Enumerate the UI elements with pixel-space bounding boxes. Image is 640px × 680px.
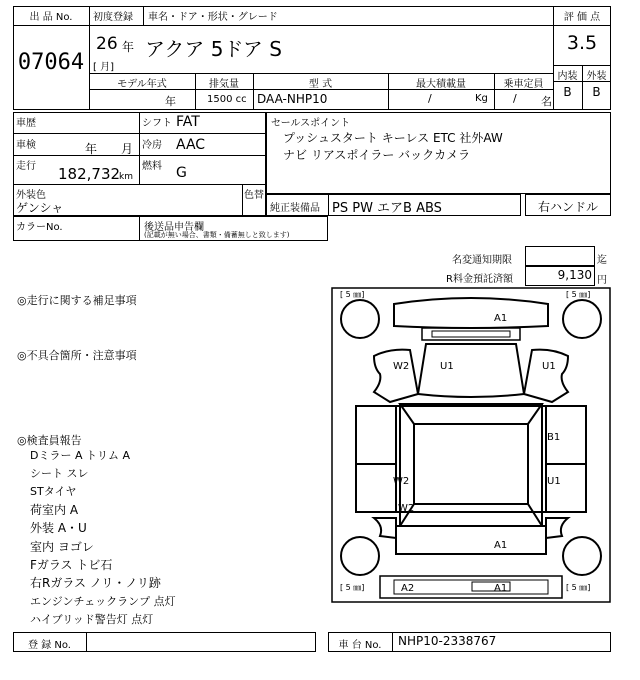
grade-label: 評 価 点 bbox=[563, 12, 601, 23]
name-change-box bbox=[525, 246, 595, 266]
interior-grade: B bbox=[563, 85, 572, 99]
name-change-label: 名変通知期限 bbox=[452, 255, 512, 266]
inspector-line: STタイヤ bbox=[30, 485, 77, 498]
sales-point-line-1: プッシュスタート キーレス ETC 社外AW bbox=[283, 131, 503, 145]
rear-gate bbox=[396, 526, 546, 554]
name-change-suffix: 迄 bbox=[597, 255, 607, 266]
divider bbox=[392, 632, 393, 652]
overall-grade: 3.5 bbox=[566, 32, 598, 54]
color-no-label: カラーNo. bbox=[16, 222, 63, 233]
defects-label: ◎不具合箇所・注意事項 bbox=[17, 349, 137, 362]
car-body-diagram bbox=[330, 286, 612, 604]
tire-depth-front-left: [ 5 ㎜] bbox=[340, 290, 365, 299]
divider bbox=[553, 25, 611, 26]
inspection-month: 月 bbox=[121, 142, 134, 156]
driving-notes-label: ◎走行に関する補足事項 bbox=[17, 294, 137, 307]
model-year-label: モデル年式 bbox=[117, 79, 167, 90]
exterior-grade-label: 外装 bbox=[586, 71, 607, 82]
front-grille-inner bbox=[432, 331, 510, 337]
tire-front-right bbox=[563, 300, 601, 338]
tire-depth-front-right: [ 5 ㎜] bbox=[566, 290, 591, 299]
tire-rear-right bbox=[563, 537, 601, 575]
divider bbox=[13, 25, 89, 26]
mark-rear-gate: A1 bbox=[494, 540, 508, 551]
inspector-line: 右Rガラス ノリ・ノリ跡 bbox=[30, 576, 161, 590]
divider bbox=[139, 112, 140, 184]
inspector-line: 荷室内 A bbox=[30, 503, 79, 517]
tire-depth-rear-right: [ 5 ㎜] bbox=[566, 583, 591, 592]
post-doc-label: 後送品申告欄 bbox=[144, 222, 204, 233]
first-registration-label: 初度登録 bbox=[93, 12, 133, 23]
mark-rear-bumper-left: A2 bbox=[401, 583, 415, 594]
inspection-label: 車検 bbox=[16, 140, 36, 151]
left-front-door bbox=[356, 406, 396, 464]
car-name: アクア 5ドア S bbox=[145, 37, 282, 61]
month-bracket: [ 月] bbox=[93, 62, 114, 73]
divider bbox=[89, 6, 90, 110]
year-unit: 年 bbox=[122, 40, 135, 54]
divider bbox=[242, 184, 243, 216]
ac-value: AAC bbox=[176, 137, 206, 153]
fuel-value: G bbox=[176, 165, 187, 181]
fuel-label: 燃料 bbox=[142, 161, 162, 172]
mileage-value: 182,732 bbox=[58, 165, 121, 183]
tire-front-left bbox=[341, 300, 379, 338]
shift-value: FAT bbox=[176, 114, 200, 130]
mark-right-rear-door: U1 bbox=[547, 476, 561, 487]
tire-rear-left bbox=[341, 537, 379, 575]
roof bbox=[414, 424, 528, 504]
capacity-unit: 名 bbox=[541, 95, 552, 108]
mark-left-front-fender: W2 bbox=[393, 361, 410, 372]
divider bbox=[89, 25, 553, 26]
mileage-unit: km bbox=[119, 172, 133, 182]
capacity-slash: / bbox=[513, 92, 517, 105]
rear-window bbox=[400, 504, 542, 526]
type-value: DAA-NHP10 bbox=[257, 92, 328, 106]
recycle-suffix: 円 bbox=[597, 275, 607, 286]
divider bbox=[139, 216, 140, 241]
type-label: 型 式 bbox=[308, 79, 333, 90]
divider bbox=[13, 184, 266, 185]
car-name-label: 車名・ドア・形状・グレード bbox=[148, 12, 278, 23]
displacement-label: 排気量 bbox=[209, 79, 239, 90]
inspector-report-label: ◎検査員報告 bbox=[17, 434, 82, 447]
left-front-fender bbox=[374, 350, 418, 402]
right-rear-door bbox=[546, 464, 586, 512]
mark-left-rear-door: W2 bbox=[393, 476, 410, 487]
max-load-slash: / bbox=[428, 92, 432, 105]
mark-right-front-door: B1 bbox=[547, 432, 561, 443]
ext-color-label: 外装色 bbox=[16, 190, 46, 201]
inspector-line: 外装 A・U bbox=[30, 521, 87, 535]
recycle-label: R料金預託済額 bbox=[446, 274, 513, 285]
inspector-line: ハイブリッド警告灯 点灯 bbox=[30, 613, 154, 626]
first-registration-year: 26 bbox=[96, 34, 118, 54]
divider bbox=[328, 194, 329, 216]
right-rear-quarter bbox=[546, 518, 568, 538]
color-change-label: 色替 bbox=[244, 190, 264, 201]
max-load-unit: Kg bbox=[475, 93, 488, 104]
ext-color-value: ゲンシャ bbox=[16, 201, 64, 215]
chassis-number: NHP10-2338767 bbox=[398, 634, 497, 648]
displacement-value: 1500 cc bbox=[207, 94, 247, 105]
lot-number: 07064 bbox=[17, 50, 85, 75]
chassis-label: 車 台 No. bbox=[338, 640, 382, 651]
divider bbox=[89, 73, 553, 74]
mark-right-front-fender: U1 bbox=[542, 361, 556, 372]
reg-no-label: 登 録 No. bbox=[28, 640, 71, 651]
sales-point-line-2: ナビ リアスポイラー バックカメラ bbox=[283, 148, 471, 162]
inspector-line: シート スレ bbox=[30, 467, 89, 480]
left-rear-door bbox=[356, 464, 396, 512]
recycle-value: 9,130 bbox=[557, 268, 592, 282]
sales-point-label: セールスポイント bbox=[271, 118, 351, 129]
model-year-unit: 年 bbox=[165, 95, 176, 108]
mark-rear-bumper-right: A1 bbox=[494, 583, 508, 594]
genuine-equip-label: 純正装備品 bbox=[270, 203, 320, 214]
tire-depth-rear-left: [ 5 ㎜] bbox=[340, 583, 365, 592]
history-label: 車歴 bbox=[16, 118, 36, 129]
inspector-line: 室内 ヨゴレ bbox=[30, 540, 94, 554]
lot-number-label: 出 品 No. bbox=[29, 12, 73, 23]
mark-front-bumper: A1 bbox=[494, 313, 508, 324]
exterior-grade: B bbox=[592, 85, 601, 99]
inspector-line: Fガラス トビ石 bbox=[30, 558, 113, 572]
ac-label: 冷房 bbox=[142, 140, 162, 151]
inspector-line: Dミラー A トリム A bbox=[30, 449, 131, 462]
mark-left-quarter: W2 bbox=[398, 503, 415, 514]
mileage-label: 走行 bbox=[16, 161, 36, 172]
front-grille bbox=[422, 328, 520, 340]
post-doc-note: (記載が無い場合、書類・備蓄無しと致します) bbox=[144, 231, 290, 239]
front-bumper bbox=[394, 298, 548, 328]
divider bbox=[143, 6, 144, 26]
inspection-year: 年 bbox=[85, 142, 98, 156]
mark-hood-left: U1 bbox=[440, 361, 454, 372]
divider bbox=[86, 632, 87, 652]
inspector-line: エンジンチェックランプ 点灯 bbox=[30, 595, 176, 608]
shift-label: シフト bbox=[142, 118, 172, 129]
capacity-label: 乗車定員 bbox=[503, 79, 544, 90]
max-load-label: 最大積載量 bbox=[416, 79, 466, 90]
right-front-fender bbox=[524, 350, 568, 402]
left-rear-quarter bbox=[374, 518, 396, 538]
interior-grade-label: 内装 bbox=[557, 71, 578, 82]
genuine-equip-value: PS PW エアB ABS bbox=[332, 201, 442, 216]
steering-value: 右ハンドル bbox=[537, 200, 598, 214]
hood bbox=[418, 344, 524, 397]
rear-bumper-inner bbox=[394, 580, 548, 594]
